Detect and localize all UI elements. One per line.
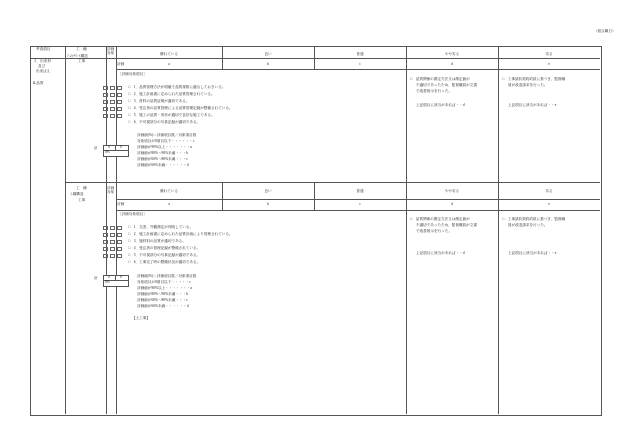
sec2-cb-2b[interactable] — [110, 233, 115, 237]
sec1-cb-2c[interactable] — [117, 93, 122, 97]
header-inferior: 劣る — [545, 52, 553, 56]
sec1-item-3: □ 3．材料の品質証明が適切である。 — [128, 99, 190, 103]
sec2-grade-e: e — [548, 202, 550, 206]
sec2-cb-4b[interactable] — [110, 247, 115, 251]
sec2-scale-5: 評価値が60%未満・・・・・・d — [137, 304, 189, 308]
sec2-cb-2a[interactable] — [103, 233, 108, 237]
header-target: 評価対象 — [107, 47, 115, 55]
sec2-cb-3c[interactable] — [117, 240, 122, 244]
sec1-formula: 評価値(%)＝評価項目数／対象項目数 — [137, 133, 197, 137]
sec2-cb-3b[interactable] — [110, 240, 115, 244]
header-evaluation-item: 考査項目 — [36, 47, 51, 51]
sec2-d-text3: で改善指示を行った。 — [416, 229, 452, 233]
sec2-scale-4: 評価値が60%～80%未満・・・c — [137, 298, 188, 302]
header-normal: 普通 — [356, 52, 364, 56]
sec2-item-2: □ 2．施工計画書に定められた品質計画により管理されている。 — [128, 232, 233, 236]
sec1-d-note: 上記項目に該当があれば・・d — [416, 103, 465, 107]
sec1-scale-2: 評価値が90%以上・・・・・・・a — [137, 145, 192, 149]
sec1-cb-3c[interactable] — [117, 100, 122, 104]
sec2-col-divider-7 — [498, 182, 499, 414]
sec2-heading: ［評価対象項目］ — [118, 212, 147, 216]
sec1-e-text2: 員が改造請求を行った。 — [508, 83, 548, 87]
sec2-header-inferior: 劣る — [545, 189, 553, 193]
grade-a: a — [168, 62, 170, 66]
sec1-calc-v2: 0 — [120, 145, 122, 149]
sec2-cb-1c[interactable] — [117, 226, 122, 230]
sec1-scale-5: 評価値が60%未満・・・・・・d — [137, 163, 189, 167]
sec1-cb-1a[interactable] — [103, 86, 108, 90]
sec1-cb-2a[interactable] — [103, 93, 108, 97]
sec2-scale-1: 対象項目が0項目以下・・・・・c — [137, 280, 191, 284]
grade-b: b — [267, 62, 269, 66]
sec2-e-text1: □ 工事請負契約約款に基づき、監督職 — [502, 217, 566, 221]
category-line2: 及び — [38, 64, 46, 68]
sec1-cb-4a[interactable] — [103, 107, 108, 111]
sec2-kind-line3: 工事 — [78, 198, 86, 202]
sec2-grade-b: b — [267, 202, 269, 206]
header-good: 良い — [264, 52, 272, 56]
grade-d: d — [451, 62, 453, 66]
sec1-cb-1b[interactable] — [110, 86, 115, 90]
header-work-type: 工 種 — [76, 47, 87, 51]
sec2-kind-line2: ｲ.鋼構造 — [70, 192, 84, 196]
sec1-grade-divider — [116, 69, 600, 70]
category-line3: 出来ばえ — [36, 69, 51, 73]
sec1-item-5: □ 5．施工の品質・形状が適切で良好な施工である。 — [128, 113, 215, 117]
sec2-calc-v2: 0 — [120, 275, 122, 279]
sec2-kind-line1: 工 種 — [76, 186, 87, 190]
sec2-top-divider — [65, 182, 600, 183]
sec2-header-excellent: 優れている — [160, 189, 178, 193]
sec1-cb-4b[interactable] — [110, 107, 115, 111]
header-slightly-inferior: やや劣る — [444, 52, 460, 56]
sec1-item-2: □ 2．施工計画書に定められた品質管理されている。 — [128, 92, 215, 96]
category-line1: ３．出来形 — [33, 59, 51, 63]
sec2-header-normal: 普通 — [356, 189, 364, 193]
sec2-header-slightly-inferior: やや劣る — [444, 189, 460, 193]
top-right-label: （総合職日） — [594, 29, 616, 33]
sec1-e-note: 上記項目に該当があれば・・e — [508, 103, 557, 107]
grade-c: c — [359, 62, 361, 66]
sec2-item-3: □ 3．施材料の品質が適切である。 — [128, 239, 186, 243]
sec1-scale-1: 対象項目が0項目以下・・・・・・c — [137, 139, 195, 143]
sec2-d-text1: □ 品質関係の測定方法又は測定値が — [410, 217, 470, 221]
sec2-col-divider-2 — [106, 182, 107, 414]
sec1-cb-5b[interactable] — [110, 114, 115, 118]
sec2-scale-3: 評価値が80%～90%未満・・・b — [137, 292, 188, 296]
sec2-cb-4c[interactable] — [117, 247, 122, 251]
sec2-header-divider — [116, 199, 600, 200]
sec2-calc-v1: 0 — [108, 275, 110, 279]
sec1-cb-1c[interactable] — [117, 86, 122, 90]
sec2-cb-1a[interactable] — [103, 226, 108, 230]
sec1-d-text3: で改善指示を行った。 — [416, 89, 452, 93]
sec2-cb-1b[interactable] — [110, 226, 115, 230]
sec1-calc-pct: 0% — [105, 150, 110, 154]
sec1-item-6: □ 6．不可視部分の写真記録が適切である。 — [128, 120, 201, 124]
sec1-cb-2b[interactable] — [110, 93, 115, 97]
sec2-item-6: □ 6．工事完了時の整備状況が適切である。 — [128, 260, 201, 264]
sec1-cb-3a[interactable] — [103, 100, 108, 104]
sec2-scale-2: 評価値が90%以上・・・・・・・a — [137, 286, 192, 290]
sec2-item-1: □ 1．交差、外観測定が判明している。 — [128, 225, 194, 229]
sec1-item-1: □ 1．品質管理方法が明確で品質規格に適合しておきいる。 — [128, 85, 226, 89]
sec1-scale-3: 評価値が80%～90%未満・・・b — [137, 151, 188, 155]
subcategory: Ⅱ.品質 — [33, 81, 44, 85]
sec2-cb-5c[interactable] — [117, 254, 122, 258]
sec1-d-text2: 不適切であったため、監督職員が文書 — [416, 83, 477, 87]
sec2-item-5: □ 5．不可視部分の写真記録が適切である。 — [128, 253, 201, 257]
sec2-extra-label: 【土工事】 — [132, 316, 150, 320]
grade-e: e — [548, 62, 550, 66]
sec1-d-text1: □ 品質関係の測定方法又は測定値が — [410, 77, 470, 81]
header-grade: 評価 — [117, 62, 125, 66]
sec2-e-note: 上記項目に該当があれば・・e — [508, 251, 557, 255]
sec2-d-note: 上記項目に該当があれば・・d — [416, 251, 465, 255]
sec1-kind-line1: ｱ.ｺﾝｸﾘｰﾄ構造 — [67, 54, 88, 58]
sec2-grade-c: c — [359, 202, 361, 206]
sec2-header-grade: 評価 — [117, 202, 125, 206]
sec2-cb-3a[interactable] — [103, 240, 108, 244]
sec2-cb-5b[interactable] — [110, 254, 115, 258]
sec2-cb-2c[interactable] — [117, 233, 122, 237]
sec1-item-4: □ 4．受注者の品質管理による品質管理記録が整備されている。 — [128, 106, 233, 110]
sec1-cb-3b[interactable] — [110, 100, 115, 104]
sec2-header-good: 良い — [264, 189, 272, 193]
sec1-cb-5c[interactable] — [117, 114, 122, 118]
sec2-cb-5a[interactable] — [103, 254, 108, 258]
sec2-e-text2: 員が改造請求を行った。 — [508, 223, 548, 227]
sec2-grade-divider — [116, 210, 600, 211]
col-divider-1 — [65, 46, 66, 414]
sec2-grade-a: a — [168, 202, 170, 206]
sec2-item-4: □ 4．受注者の管理記録が整備されている。 — [128, 246, 201, 250]
sec2-calc-label: 計 — [94, 276, 98, 280]
sec2-col-divider-3 — [116, 182, 117, 414]
sec2-grade-d: d — [451, 202, 453, 206]
sec2-d-text2: 不適切であったため、監督職員が文書 — [416, 223, 477, 227]
sec2-col-divider-6 — [406, 182, 407, 414]
sec1-scale-4: 評価値が60%～80%未満・・・c — [137, 157, 188, 161]
sec1-cb-4c[interactable] — [117, 107, 122, 111]
header-excellent: 優れている — [160, 52, 178, 56]
sec1-kind-line2: 工事 — [78, 59, 86, 63]
sec1-cb-5a[interactable] — [103, 114, 108, 118]
sec2-formula: 評価値(%)＝評価項目数／対象項目数 — [137, 274, 197, 278]
sec1-calc-v1: 0 — [108, 145, 110, 149]
sec1-e-text1: □ 工事請負契約約款に基づき、監督職 — [502, 77, 566, 81]
sec1-calc-label: 計 — [94, 146, 98, 150]
sec1-heading: ［評価対象項目］ — [118, 72, 147, 76]
sec2-header-target: 評価対象 — [107, 186, 115, 194]
sec2-calc-pct: 0% — [105, 280, 110, 284]
sec2-cb-4a[interactable] — [103, 247, 108, 251]
